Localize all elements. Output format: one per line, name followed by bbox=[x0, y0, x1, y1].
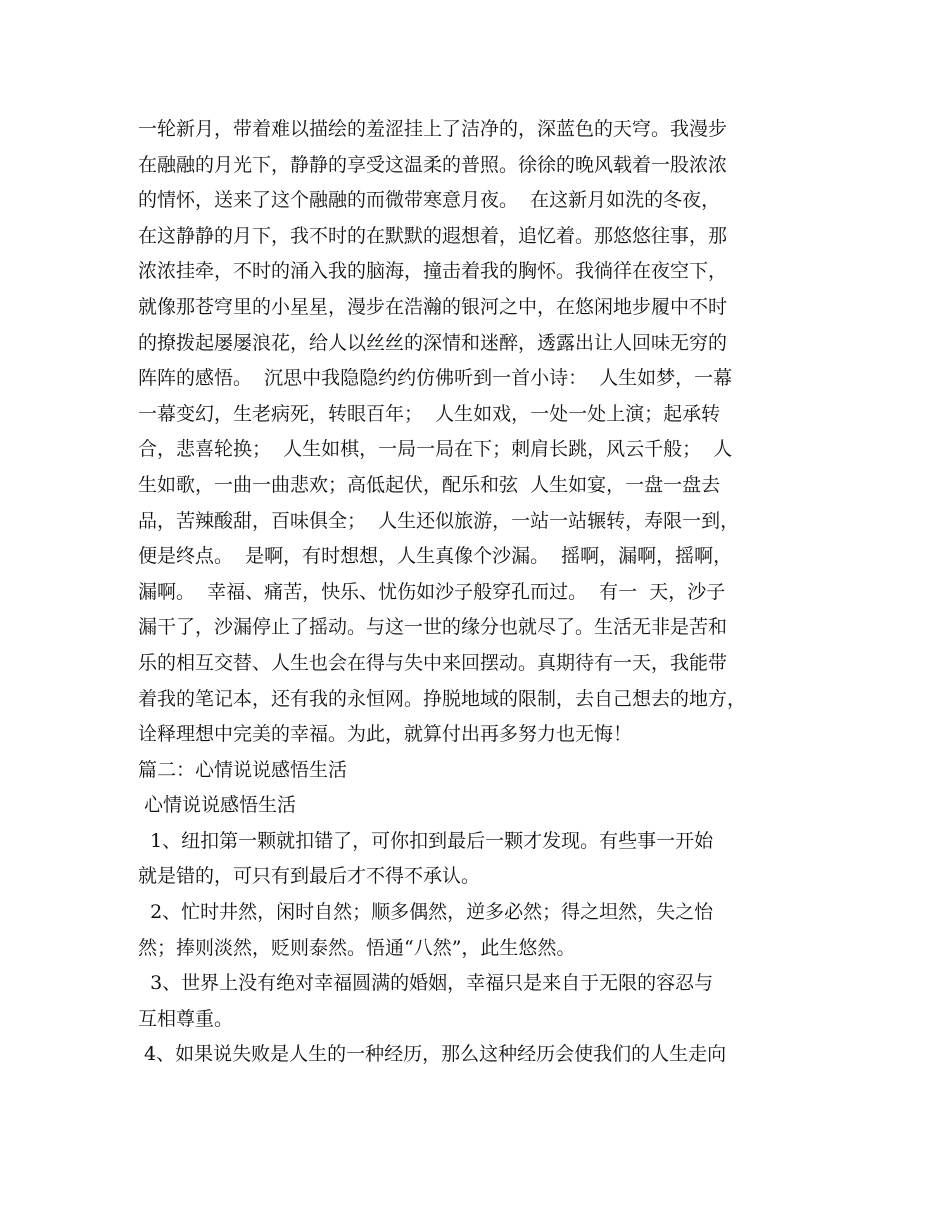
text-line: 生如歌，一曲一曲悲欢；高低起伏，配乐和弦 人生如宴，一盘一盘去 bbox=[138, 473, 721, 496]
text-line: 合，悲喜轮换； 人生如棋，一局一局在下；刺肩长跳，风云千般； 人 bbox=[138, 438, 733, 461]
section-heading: 篇二：心情说说感悟生活 bbox=[138, 758, 348, 781]
text-line: 便是终点。 是啊，有时想想，人生真像个沙漏。 摇啊，漏啊，摇啊， bbox=[138, 545, 733, 568]
list-item-line: 1、纽扣第一颗就扣错了，可你扣到最后一颗才发现。有些事一开始 bbox=[138, 829, 714, 852]
text-line: 漏干了，沙漏停止了摇动。与这一世的缘分也就尽了。生活无非是苦和 bbox=[138, 616, 728, 639]
list-item-line: 互相尊重。 bbox=[138, 1007, 234, 1030]
text-line: 的情怀，送来了这个融融的而微带寒意月夜。 在这新月如洗的冬夜， bbox=[138, 189, 721, 212]
text-line: 一幕变幻，生老病死，转眼百年； 人生如戏，一处一处上演；起承转 bbox=[138, 402, 721, 425]
text-line: 就像那苍穹里的小星星，漫步在浩瀚的银河之中，在悠闲地步履中不时 bbox=[138, 295, 728, 318]
text-line: 一轮新月，带着难以描绘的羞涩挂上了洁净的，深蓝色的天穹。我漫步 bbox=[138, 118, 728, 140]
list-item-line: 2、忙时井然，闲时自然；顺多偶然，逆多必然；得之坦然，失之怡 bbox=[138, 901, 714, 924]
document-body bbox=[138, 112, 838, 1073]
list-item-line: 然；捧则淡然，贬则泰然。悟通“八然”，此生悠然。 bbox=[138, 936, 576, 959]
list-item-line: 3、世界上没有绝对幸福圆满的婚姻，幸福只是来自于无限的容忍与 bbox=[138, 972, 714, 995]
text-line: 在这静静的月下，我不时的在默默的遐想着，追忆着。那悠悠往事，那 bbox=[138, 224, 728, 247]
text-line: 的撩拨起屡屡浪花，给人以丝丝的深情和迷醉，透露出让人回味无穷的 bbox=[138, 331, 728, 354]
list-item-line: 4、如果说失败是人生的一种经历，那么这种经历会使我们的人生走向 bbox=[138, 1043, 727, 1066]
list-item-line: 就是错的，可只有到最后才不得不承认。 bbox=[138, 865, 481, 888]
text-line: 阵阵的感悟。 沉思中我隐隐约约仿佛听到一首小诗： 人生如梦，一幕 bbox=[138, 367, 733, 390]
text-line: 着我的笔记本，还有我的永恒网。挣脱地域的限制，去自己想去的地方， bbox=[138, 687, 747, 710]
text-line: 在融融的月光下，静静的享受这温柔的普照。徐徐的晚风载着一股浓浓 bbox=[138, 153, 728, 176]
text-line: 浓浓挂牵，不时的涌入我的脑海，撞击着我的胸怀。我徜徉在夜空下， bbox=[138, 260, 728, 283]
text-line: 诠释理想中完美的幸福。为此，就算付出再多努力也无悔！ bbox=[138, 723, 633, 746]
text-line: 品，苦辣酸甜，百味俱全； 人生还似旅游，一站一站辗转，寿限一到， bbox=[138, 509, 740, 532]
section-subtitle: 心情说说感悟生活 bbox=[138, 794, 297, 817]
text-line: 漏啊。 幸福、痛苦，快乐、忧伤如沙子般穿孔而过。 有一 天，沙子 bbox=[138, 580, 726, 603]
text-line: 乐的相互交替、人生也会在得与失中来回摆动。真期待有一天，我能带 bbox=[138, 651, 728, 674]
